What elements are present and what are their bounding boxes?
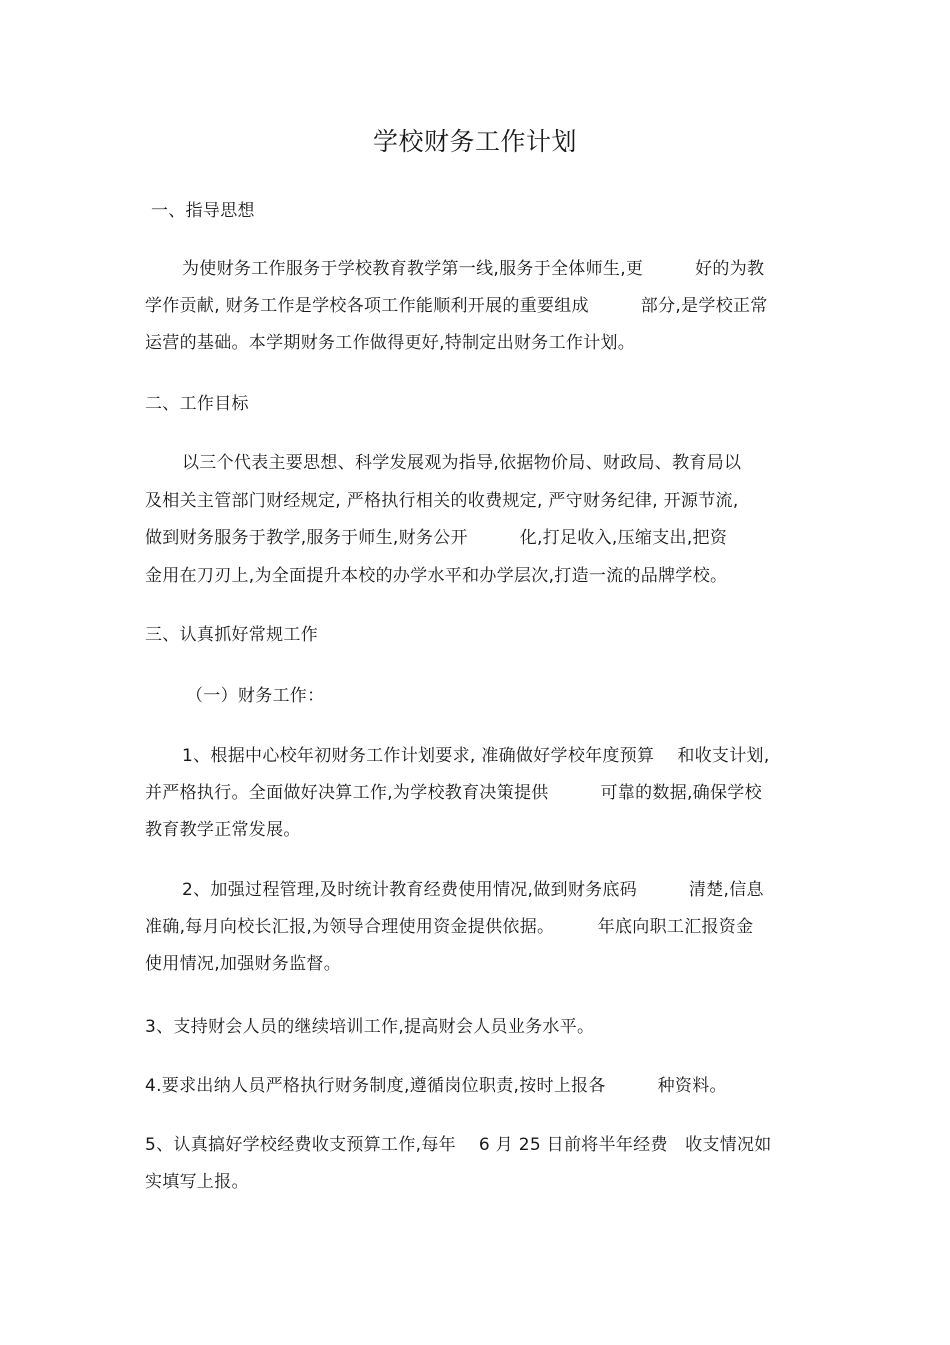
paragraph-line: 运营的基础。本学期财务工作做得更好,特制定出财务工作计划。 xyxy=(145,333,636,353)
paragraph-line: 使用情况,加强财务监督。 xyxy=(145,954,342,974)
section-heading-work-goals: 二、工作目标 xyxy=(145,394,249,414)
paragraph-line: 2、加强过程管理,及时统计教育经费使用情况,做到财务底码 清楚,信息 xyxy=(182,880,764,900)
section-heading-routine-work: 三、认真抓好常规工作 xyxy=(145,625,318,645)
subsection-heading-finance-work: （一）财务工作： xyxy=(186,686,325,706)
paragraph-line: 实填写上报。 xyxy=(145,1172,249,1192)
paragraph-line: 并严格执行。全面做好决算工作,为学校教育决策提供 可靠的数据,确保学校 xyxy=(145,783,762,803)
paragraph-line: 金用在刀刃上,为全面提升本校的办学水平和办学层次,打造一流的品牌学校。 xyxy=(145,566,728,586)
paragraph-line: 以三个代表主要思想、科学发展观为指导,依据物价局、财政局、教育局以 xyxy=(182,453,742,473)
paragraph-line: 准确,每月向校长汇报,为领导合理使用资金提供依据。 年底向职工汇报资金 xyxy=(145,917,754,937)
paragraph-line: 3、支持财会人员的继续培训工作,提高财会人员业务水平。 xyxy=(145,1017,595,1037)
paragraph-line: 5、认真搞好学校经费收支预算工作,每年 6 月 25 日前将半年经费 收支情况如 xyxy=(145,1135,772,1155)
paragraph-line: 教育教学正常发展。 xyxy=(145,820,301,840)
paragraph-line: 1、根据中心校年初财务工作计划要求, 准确做好学校年度预算 和收支计划, xyxy=(182,746,770,766)
section-heading-guiding-thought: 一、指导思想 xyxy=(151,201,255,221)
paragraph-line: 4.要求出纳人员严格执行财务制度,遵循岗位职责,按时上报各 种资料。 xyxy=(145,1076,727,1096)
paragraph-line: 做到财务服务于教学,服务于师生,财务公开 化,打足收入,压缩支出,把资 xyxy=(145,528,728,548)
document-title: 学校财务工作计划 xyxy=(372,127,577,156)
paragraph-line: 为使财务工作服务于学校教育教学第一线,服务于全体师生,更 好的为教 xyxy=(182,259,765,279)
paragraph-line: 学作贡献, 财务工作是学校各项工作能顺利开展的重要组成 部分,是学校正常 xyxy=(145,296,768,316)
paragraph-line: 及相关主管部门财经规定, 严格执行相关的收费规定, 严守财务纪律, 开源节流, xyxy=(145,491,739,511)
